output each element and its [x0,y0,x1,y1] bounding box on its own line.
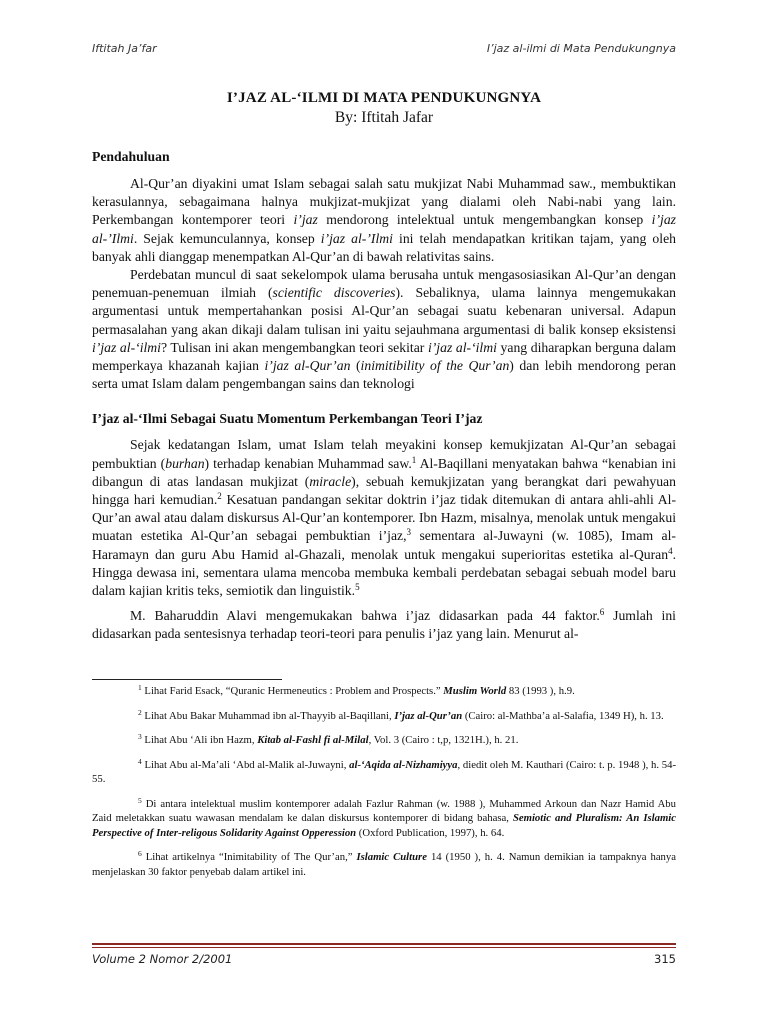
footer-rule [92,947,676,948]
footnote-ref[interactable]: 5 [355,582,360,593]
section-heading-ijaz-al-ilmi: I’jaz al-‘Ilmi Sebagai Suatu Momentum Perkembangan Teori I’jaz [92,411,483,427]
footnote: $^5$ Di antara intelektual muslim kontemporer adalah Fazlur Rahman (w. 1988 ), Muhammed Arkoun dan Nazr Hamid Abu Zaid meletakkan suatu wawasan mendalam ke dalan diskursus kontemporer di bidang bahasa, Semiotic and Pluralism: An Islamic Perspective of Inter-religous Solidarity Against Opperession (Oxford Publication, 1997), h. 64. [92,795,676,839]
footer-rule [92,943,676,945]
page-number: 315 [654,952,676,966]
footnote-ref[interactable]: 2 [217,491,222,502]
footnote: $^2$ Lihat Abu Bakar Muhammad ibn al-Thayyib al-Baqillani, I’jaz al-Qur’an (Cairo: al-Mathba’a al-Salafia, 1349 H), h. 13. [138,707,664,722]
footnote: $^4$ Lihat Abu al-Ma’ali ‘Abd al-Malik al-Juwayni, al-‘Aqida al-Nizhamiyya, diedit oleh M. Kauthari (Cairo: t. p. 1948 ), h. 54-55. [92,756,676,785]
article-body [92,148,676,644]
footnote: $^3$ Lihat Abu ‘Ali ibn Hazm, Kitab al-Fashl fi al-Milal, Vol. 3 (Cairo : t,p, 1321H.), h. 21. [138,732,519,746]
title-block [92,89,676,127]
footnote-ref[interactable]: 4 [668,545,673,556]
footnote-ref[interactable]: 6 [599,607,605,618]
header-author: Iftitah Ja’far [92,42,157,55]
footnote: $^1$ Lihat Farid Esack, “Quranic Hermeneutics : Problem and Prospects.” Muslim World 83 (1993 ), h.9. [138,683,575,697]
paragraph: Sejak kedatangan Islam, umat Islam telah meyakini konsep kemukjizatan Al-Qur’an sebagai pembuktian (burhan) terhadap kenabian Muhammad saw.$^1$ Al-Baqillani menyatakan bahwa “kenabian ini dibangun di atas landasan mukjizat (miracle), sebuah kemukjizatan yang berangkat dari pewahyuan hingga hari kemudian.$^2$ Kesatuan pandangan sekitar doktrin i’jaz tidak ditemukan di antara ahli-ahli Al-Qur’an awal atau dalam diskursus Al-Qur’an kontemporer. Ibn Hazm, misalnya, menolak untuk mengakui muatan estetika Al-Qur’an sebagai pembuktian i’jaz,$^3$ sementara al-Juwayni (w. 1085), Imam al-Haramayn dan guru Abu Hamid al-Ghazali, menolak untuk mengakui superioritas estetika al-Quran$^4$. Hingga dewasa ini, sementara ulama mencoba membuka kembali perdebatan sebagai sebuah model baru dalam kajian kritis teks, semiotik dan linguistik.$^5$ [92,437,677,599]
article-title: I’JAZ AL-‘ILMI DI MATA PENDUKUNGNYA [226,90,542,106]
paragraph: M. Baharuddin Alavi mengemukakan bahwa i’jaz didasarkan pada 44 faktor.$^6$ Jumlah ini didasarkan pada sentesisnya terhadap teori-teori para penulis i’jaz yang lain. Menurut al- [92,607,676,642]
footnote-separator [92,679,282,680]
journal-volume: Volume 2 Nomor 2/2001 [92,952,233,966]
header-short-title: I’jaz al-ilmi di Mata Pendukungnya [486,42,676,55]
footnote-ref[interactable]: 1 [411,454,417,465]
paragraph: Perdebatan muncul di saat sekelompok ulama berusaha untuk mengasosiasikan Al-Qur’an dengan penemuan-penemuan ilmiah (scientific discoveries). Sebaliknya, ulama lainnya mengemukakan argumentasi untuk mempertahankan posisi Al-Qur’an sebagai suatu kebenaran universal. Adapun permasalahan yang akan dikaji dalam tulisan ini yaitu sejauhmana argumentasi di balik konsep eksistensi i’jaz al-‘ilmi? Tulisan ini akan mengembangkan teori sekitar i’jaz al-‘ilmi yang diharapkan berguna dalam memperkaya khazanah kajian i’jaz al-Qur’an (inimitibility of the Qur’an) dan lebih mendorong peran serta umat Islam dalam pengembangan sains dan teknologi [92,267,677,392]
footnote: $^6$ Lihat artikelnya “Inimitability of The Qur’an,” Islamic Culture 14 (1950 ), h. 4. Namun demikian ia tampaknya hanya menjelaskan 30 faktor penyebab dalam artikel ini. [92,849,676,878]
paragraph: Al-Qur’an diyakini umat Islam sebagai salah satu mukjizat Nabi Muhammad saw., membuktikan kerasulannya, sebagaimana halnya mukjizat-mukjizat yang dialami oleh Nabi-nabi yang lain. Perkembangan kontemporer teori i’jaz mendorong intelektual untuk mengembangkan konsep i’jaz al-’Ilmi. Sejak kemunculannya, konsep i’jaz al-’Ilmi ini telah mendapatkan kritikan tajam, yang oleh banyak ahli dianggap menempatkan Al-Qur’an di bawah relativitas sains. [92,176,676,264]
footnotes [92,684,676,889]
section-heading-pendahuluan: Pendahuluan [92,149,170,164]
byline: By: Iftitah Jafar [334,109,434,126]
footnote-ref[interactable]: 3 [406,527,412,538]
